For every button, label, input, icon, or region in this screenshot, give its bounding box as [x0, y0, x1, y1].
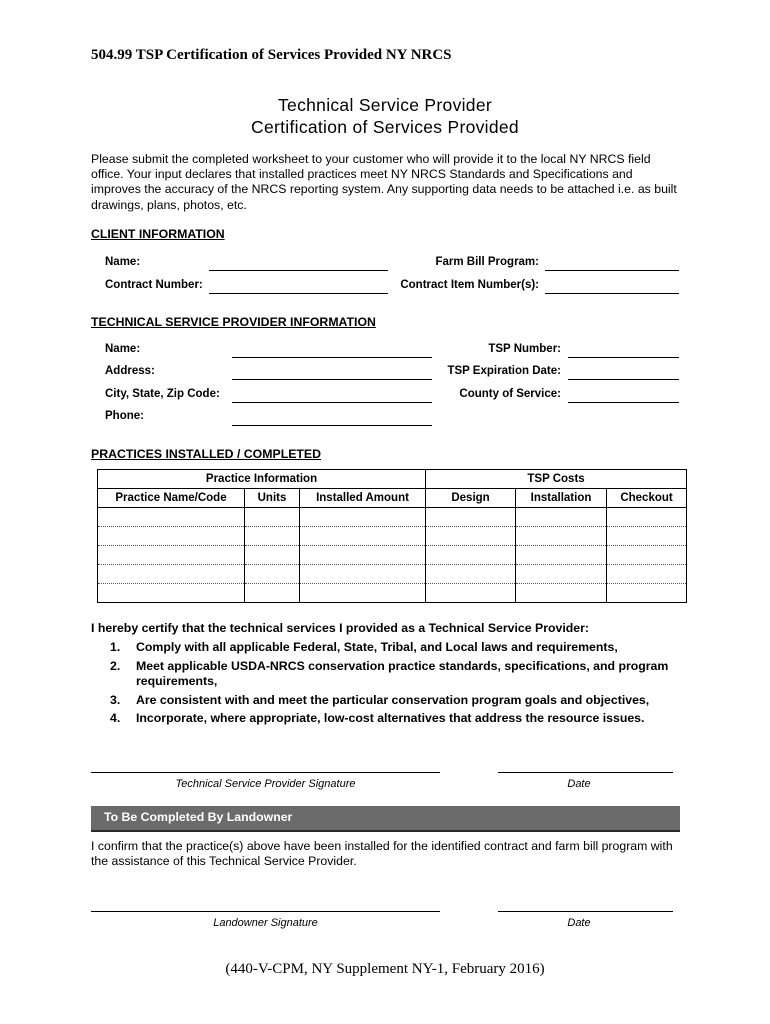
tsp-date-label: Date — [567, 778, 591, 790]
table-row — [98, 584, 687, 603]
certification-item — [110, 640, 670, 656]
table-row — [98, 527, 687, 546]
table-cell[interactable] — [607, 565, 687, 584]
table-cell[interactable] — [245, 565, 300, 584]
table-cell[interactable] — [300, 508, 426, 527]
table-cell[interactable] — [245, 584, 300, 603]
tsp-phone-label: Phone: — [105, 410, 144, 422]
title-line-1: Technical Service Provider — [278, 95, 492, 115]
item-number: 3. — [110, 692, 121, 707]
table-cell[interactable] — [607, 508, 687, 527]
tsp-number-label: TSP Number: — [488, 343, 561, 355]
client-name-label: Name: — [105, 256, 141, 268]
tsp-signature-label: Technical Service Provider Signature — [175, 778, 356, 790]
tsp-address-label: Address: — [105, 365, 155, 377]
table-cell[interactable] — [98, 546, 245, 565]
table-cell[interactable] — [426, 546, 516, 565]
table-row — [98, 565, 687, 584]
item-text: Incorporate, where appropriate, low-cost alternatives that address the resource issues. — [136, 711, 645, 725]
document-header: 504.99 TSP Certification of Services Provided NY NRCS — [91, 47, 452, 63]
table-cell[interactable] — [300, 527, 426, 546]
title-line-2: Certification of Services Provided — [251, 117, 519, 137]
table-cell[interactable] — [98, 508, 245, 527]
table-cell[interactable] — [426, 508, 516, 527]
tsp-phone-field[interactable] — [232, 425, 432, 426]
certification-item — [110, 693, 670, 709]
column-header-units: Units — [245, 489, 300, 508]
landowner-signature-field[interactable] — [91, 911, 440, 912]
landowner-signature-label: Landowner Signature — [213, 917, 318, 929]
column-header-checkout: Checkout — [607, 489, 687, 508]
certification-list — [110, 640, 670, 730]
table-row — [98, 546, 687, 565]
column-header-installed-amount: Installed Amount — [300, 489, 426, 508]
table-cell[interactable] — [426, 565, 516, 584]
farm-bill-program-field[interactable] — [545, 270, 679, 271]
item-text: Comply with all applicable Federal, State, Tribal, and Local laws and requirements, — [136, 640, 618, 654]
landowner-date-field[interactable] — [498, 911, 673, 912]
certification-intro: I hereby certify that the technical services I provided as a Technical Service Provider: — [91, 621, 590, 635]
table-cell[interactable] — [607, 546, 687, 565]
certification-item — [110, 711, 670, 727]
table-cell[interactable] — [98, 527, 245, 546]
table-cell[interactable] — [516, 584, 607, 603]
document-footer: (440-V-CPM, NY Supplement NY-1, February 2016) — [225, 961, 545, 977]
tsp-number-field[interactable] — [568, 357, 679, 358]
tsp-date-field[interactable] — [498, 772, 673, 773]
table-cell[interactable] — [98, 565, 245, 584]
tsp-info-heading: TECHNICAL SERVICE PROVIDER INFORMATION — [91, 315, 376, 329]
landowner-date-label: Date — [567, 917, 591, 929]
tsp-city-state-zip-field[interactable] — [232, 402, 432, 403]
tsp-name-label: Name: — [105, 343, 141, 355]
county-of-service-label: County of Service: — [459, 388, 561, 400]
tsp-signature-field[interactable] — [91, 772, 440, 773]
item-number: 4. — [110, 711, 121, 725]
table-cell[interactable] — [98, 584, 245, 603]
table-cell[interactable] — [300, 584, 426, 603]
column-header-installation: Installation — [516, 489, 607, 508]
tsp-address-field[interactable] — [232, 379, 432, 380]
table-cell[interactable] — [516, 508, 607, 527]
tsp-city-state-zip-label: City, State, Zip Code: — [105, 388, 220, 400]
item-number: 1. — [110, 640, 121, 654]
table-cell[interactable] — [426, 584, 516, 603]
practices-table — [97, 469, 687, 603]
table-cell[interactable] — [245, 546, 300, 565]
item-text: Meet applicable USDA-NRCS conservation practice standards, specifications, and program requirements, — [136, 658, 669, 688]
column-header-design: Design — [426, 489, 516, 508]
contract-number-field[interactable] — [209, 293, 388, 294]
tsp-name-field[interactable] — [232, 357, 432, 358]
landowner-banner — [91, 806, 680, 832]
landowner-banner-text: To Be Completed By Landowner — [104, 810, 293, 824]
item-text: Are consistent with and meet the particular conservation program goals and objectives, — [136, 692, 650, 707]
landowner-statement: I confirm that the practice(s) above have been installed for the identified contract and farm bill program with the assistance of this Technical Service Provider. — [91, 839, 673, 869]
table-cell[interactable] — [516, 527, 607, 546]
item-number: 2. — [110, 658, 121, 673]
table-cell[interactable] — [426, 527, 516, 546]
contract-item-numbers-label: Contract Item Number(s): — [400, 279, 539, 291]
table-cell[interactable] — [516, 546, 607, 565]
intro-paragraph: Please submit the completed worksheet to your customer who will provide it to the local NY NRCS field office. Your input declares that installed practices meet NY NRCS Standards and Specifications and improves the accuracy of the NRCS reporting system. Any supporting data needs to be attached i.e. as built drawings, plans, photos, etc. — [91, 152, 677, 212]
column-header-practice-name: Practice Name/Code — [98, 489, 245, 508]
tsp-expiration-field[interactable] — [568, 379, 679, 380]
tsp-expiration-label: TSP Expiration Date: — [447, 365, 561, 377]
farm-bill-program-label: Farm Bill Program: — [435, 256, 539, 268]
tsp-costs-group-header: TSP Costs — [426, 470, 687, 489]
table-cell[interactable] — [245, 527, 300, 546]
practices-heading: PRACTICES INSTALLED / COMPLETED — [91, 447, 322, 461]
table-cell[interactable] — [607, 584, 687, 603]
table-row — [98, 508, 687, 527]
table-cell[interactable] — [300, 565, 426, 584]
practice-information-group-header: Practice Information — [98, 470, 426, 489]
client-info-heading: CLIENT INFORMATION — [91, 227, 225, 241]
contract-number-label: Contract Number: — [105, 279, 203, 291]
certification-item — [110, 659, 670, 690]
table-cell[interactable] — [245, 508, 300, 527]
county-of-service-field[interactable] — [568, 402, 679, 403]
client-name-field[interactable] — [209, 270, 388, 271]
table-cell[interactable] — [516, 565, 607, 584]
table-cell[interactable] — [300, 546, 426, 565]
table-cell[interactable] — [607, 527, 687, 546]
contract-item-numbers-field[interactable] — [545, 293, 679, 294]
